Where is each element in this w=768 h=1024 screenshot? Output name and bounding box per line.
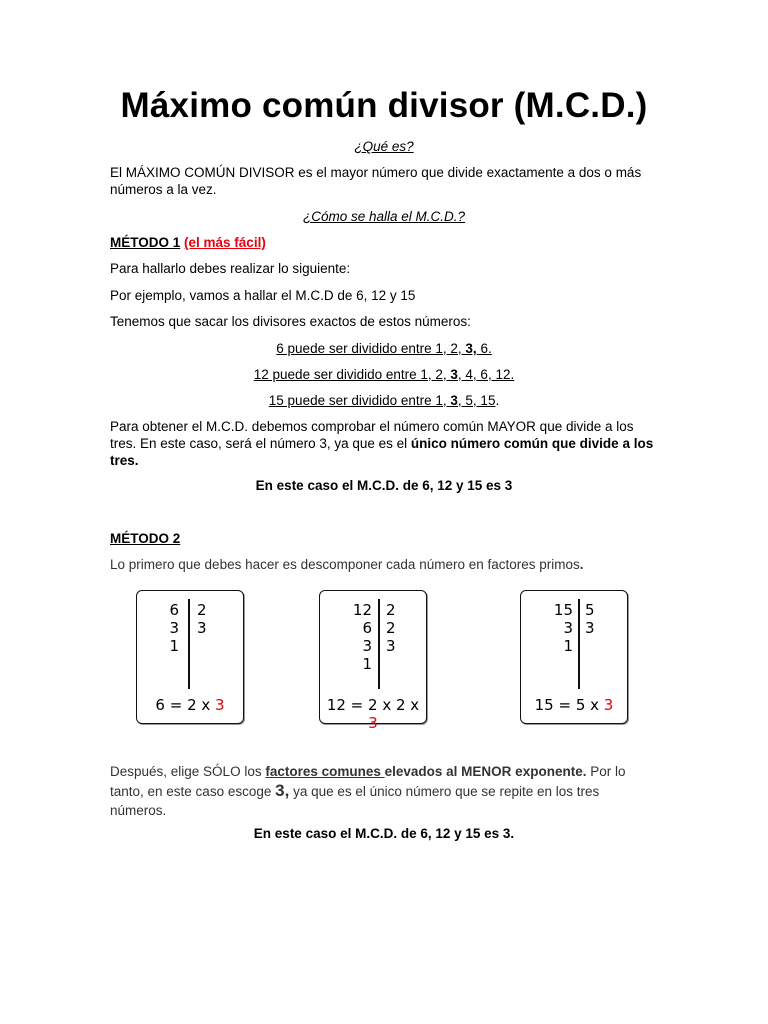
method2-conclusion: En este caso el M.C.D. de 6, 12 y 15 es 3. — [253, 826, 515, 841]
division-line — [188, 599, 190, 689]
factor-equation: 12 = 2 x 2 x 3 — [326, 696, 420, 732]
factor-box-15 — [520, 590, 628, 724]
divisors-12: 12 puede ser dividido entre 1, 2, 3, 4, 6, 12. — [253, 367, 515, 382]
method2-heading: MÉTODO 2 — [110, 531, 181, 546]
method1-tag: (el más fácil) — [184, 235, 266, 250]
division-line — [578, 599, 580, 689]
factor-equation: 6 = 2 x 3 — [155, 696, 225, 714]
factor-box-primes: 2 2 3 — [386, 601, 396, 655]
question-how: ¿Cómo se halla el M.C.D.? — [302, 209, 466, 224]
method1-intro: Para hallarlo debes realizar lo siguiente: — [110, 261, 351, 276]
definition-paragraph: El MÁXIMO COMÚN DIVISOR es el mayor número que divide exactamente a dos o más números a la vez. — [110, 165, 642, 197]
factor-equation: 15 = 5 x 3 — [534, 696, 614, 714]
divisors-15: 15 puede ser dividido entre 1, 3, 5, 15. — [268, 393, 500, 408]
method1-conclusion: En este caso el M.C.D. de 6, 12 y 15 es 3 — [255, 478, 513, 493]
divisors-6: 6 puede ser dividido entre 1, 2, 3, 6. — [276, 341, 492, 356]
method1-explanation: Para obtener el M.C.D. debemos comprobar el número común MAYOR que divide a los tres. En este caso, será el número 3, ya que es el único número común que divide a los tres. — [110, 419, 654, 468]
factor-box-numbers: 15 3 1 — [553, 601, 573, 655]
factor-box-primes: 5 3 — [585, 601, 595, 637]
page-title: Máximo común divisor (M.C.D.) — [120, 86, 648, 125]
factor-box-numbers: 6 3 1 — [169, 601, 179, 655]
method1-heading — [110, 234, 658, 251]
factor-box-primes: 2 3 — [197, 601, 207, 637]
factor-box-numbers: 12 6 3 1 — [352, 601, 372, 673]
factor-box-6 — [136, 590, 244, 724]
method1-example: Por ejemplo, vamos a hallar el M.C.D de 6, 12 y 15 — [110, 288, 416, 303]
division-line — [378, 599, 380, 689]
method1-label: MÉTODO 1 — [110, 235, 181, 250]
question-what-is: ¿Qué es? — [354, 139, 414, 154]
method1-divisors-intro: Tenemos que sacar los divisores exactos de estos números: — [110, 314, 471, 329]
method2-intro: Lo primero que debes hacer es descomponer cada número en factores primos. — [110, 557, 584, 572]
factor-box-12 — [319, 590, 427, 732]
method2-explanation: Después, elige SÓLO los factores comunes elevados al MENOR exponente. Por lo tanto, en este caso escoge 3, ya que es el único número que se repite en los tres números. — [110, 764, 626, 818]
